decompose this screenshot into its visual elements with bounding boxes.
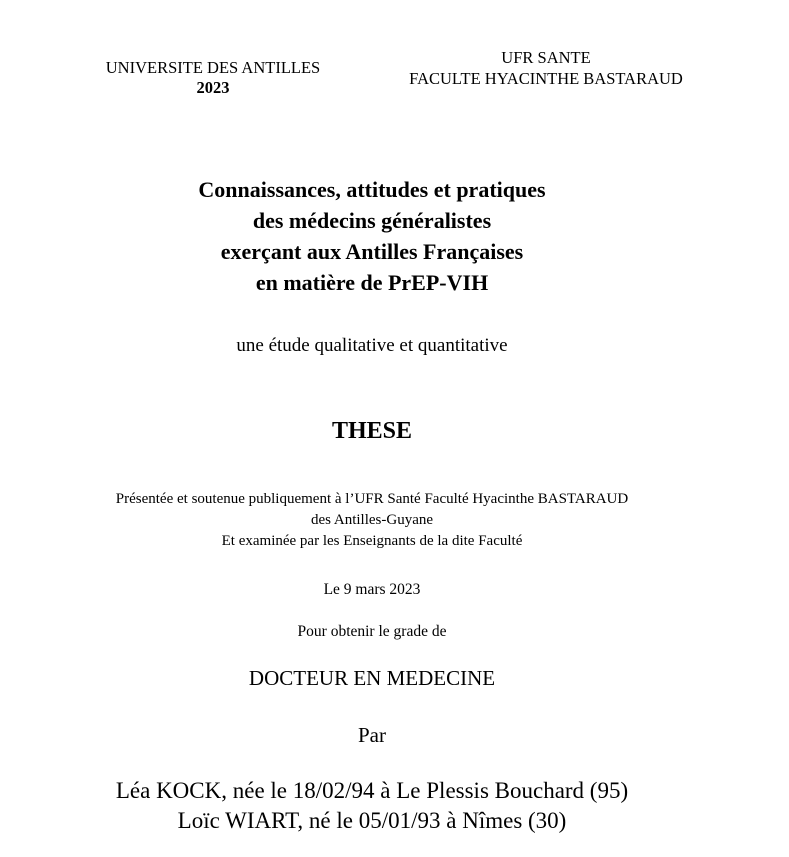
thesis-title — [122, 174, 622, 298]
presentation-line: des Antilles-Guyane — [310, 512, 434, 528]
defense-date: Le 9 mars 2023 — [323, 581, 421, 598]
presentation-statement — [22, 489, 722, 552]
faculty-header — [378, 47, 714, 89]
title-line: des médecins généralistes — [252, 208, 492, 233]
title-line: exerçant aux Antilles Françaises — [220, 239, 524, 264]
degree-title: DOCTEUR EN MEDECINE — [248, 666, 496, 690]
presentation-line: Présentée et soutenue publiquement à l’UFR Santé Faculté Hyacinthe BASTARAUD — [115, 491, 629, 507]
document-type: THESE — [331, 418, 413, 444]
author-line: Loïc WIART, né le 05/01/93 à Nîmes (30) — [177, 808, 567, 833]
university-name: UNIVERSITE DES ANTILLES — [105, 58, 321, 77]
presentation-line: Et examinée par les Enseignants de la dite Faculté — [221, 533, 523, 549]
degree-intro: Pour obtenir le grade de — [297, 623, 447, 640]
university-header — [78, 58, 348, 98]
title-line: en matière de PrEP-VIH — [255, 270, 489, 295]
ufr-name: UFR SANTE — [501, 48, 591, 67]
faculty-name: FACULTE HYACINTHE BASTARAUD — [409, 69, 683, 88]
thesis-subtitle: une étude qualitative et quantitative — [236, 335, 508, 356]
by-label: Par — [358, 723, 386, 747]
university-year: 2023 — [196, 78, 230, 97]
title-line: Connaissances, attitudes et pratiques — [198, 177, 546, 202]
authors — [22, 776, 722, 836]
author-line: Léa KOCK, née le 18/02/94 à Le Plessis Bouchard (95) — [115, 778, 629, 803]
